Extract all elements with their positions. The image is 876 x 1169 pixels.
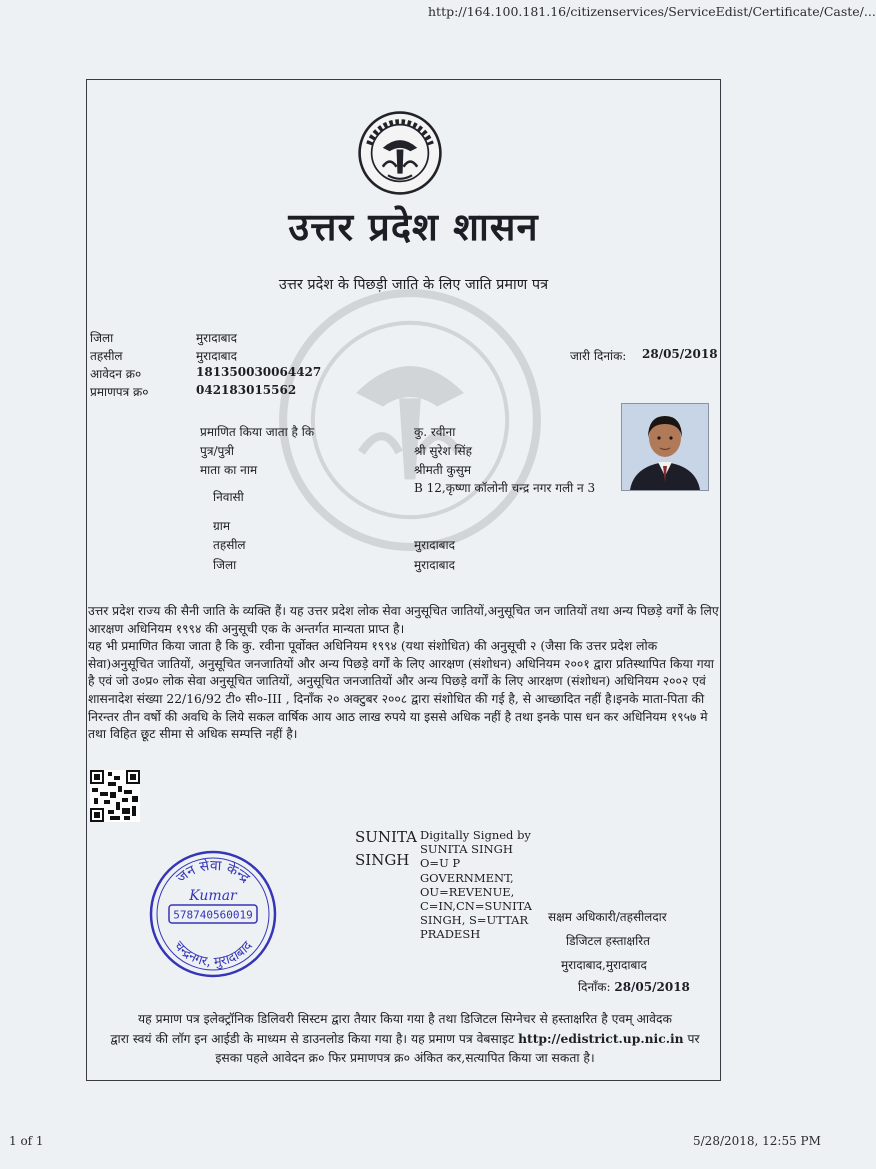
resident-address: B 12,कृष्णा कॉलोनी चन्द्र नगर गली न 3 [414, 481, 596, 495]
sig-line: OU=REVENUE, [420, 884, 515, 899]
issue-date-label: जारी दिनांक: [570, 349, 627, 363]
applicant-photo [621, 403, 709, 491]
father-name: श्री सुरेश सिंह [414, 444, 473, 458]
village-label: ग्राम [213, 519, 231, 533]
detail-tehsil-label: तहसील [213, 538, 246, 552]
footer-line1: यह प्रमाण पत्र इलेक्ट्रॉनिक डिलिवरी सिस्टम द्वारा तैयार किया गया है तथा डिजिटल सिग्नेचर से हस्ताक्षरित है एवम् आवेदक [138, 1012, 672, 1026]
application-number-value: 181350030064427 [196, 365, 322, 379]
detail-district-value: मुरादाबाद [414, 558, 456, 572]
stamp-text-bottom: चन्द्रनगर, मुरादाबाद [170, 938, 256, 971]
footer-line2 [88, 1029, 722, 1049]
issue-date-value: 28/05/2018 [642, 347, 718, 361]
signer-name-line1: SUNITA [355, 828, 417, 846]
mother-label: माता का नाम [200, 463, 258, 477]
person-photo-icon [622, 404, 708, 490]
income-paragraph: यह भी प्रमाणित किया जाता है कि कु. रवीना पूर्वोक्त अधिनियम १९९४ (यथा संशोधित) की अनुसूची २ (जैसा कि उत्तर प्रदेश लोक सेवा)अनुसूचित जातियों, अनुसूचित जनजातियों और अन्य पिछड़े वर्गों के लिए आरक्षण (संशोधन) अधिनियम २००१ द्वारा प्रतिस्थापित किया गया है एवं जो उ०प्र० लोक सेवा अनुसूचित जातियों, अनुसूचित जनजातियों और अन्य पिछड़े वर्गों के लिए आरक्षण (संशोधन) अधिनियम २००२ एवं शासनादेश संख्या 22/16/92 टी० सी०-III , दिनाँक २० अक्टुबर २००८ द्वारा संशोधित की गई है, से आच्छादित नहीं है।इनके माता-पिता की निरन्तर तीन वर्षो की अवधि के लिये सकल वार्षिक आय आठ लाख रुपये या इससे अधिक नहीं है तथा इनके पास धन कर अधिनियम १९५७ मे तथा विहित छूट सीमा से अधिक सम्पत्ति नहीं है। [88, 639, 714, 742]
certificate-footer-note [88, 1010, 722, 1068]
sig-line: PRADESH [420, 927, 481, 942]
sig-line: O=U P [420, 856, 461, 871]
tehsil-value: मुरादाबाद [196, 349, 238, 363]
officer-date [578, 978, 690, 995]
officer-date-value: 28/05/2018 [614, 980, 690, 994]
verification-website-link[interactable]: http://edistrict.up.nic.in [518, 1031, 684, 1046]
sig-line: SINGH, S=UTTAR [420, 913, 529, 928]
officer-place: मुरादाबाद,मुरादाबाद [561, 958, 647, 972]
qr-code-icon [90, 770, 140, 822]
sig-line: SUNITA SINGH [420, 842, 513, 857]
watermark-emblem-icon [275, 285, 545, 555]
applicant-name: कु. रवीना [414, 425, 456, 439]
signer-name [355, 826, 417, 872]
officer-date-label: दिनाँक: [578, 980, 611, 994]
footer-line2-start: द्वारा स्वयं की लॉग इन आईडी के माध्यम से डाउनलोड किया गया है। यह प्रमाण पत्र वेबसाइट [110, 1032, 519, 1046]
officer-signed: डिजिटल हस्ताक्षरित [566, 934, 650, 948]
sig-line: GOVERNMENT, [420, 870, 514, 885]
caste-paragraph: उत्तर प्रदेश राज्य की सैनी जाति के व्यक्ति हैं। यह उत्तर प्रदेश लोक सेवा अनुसूचित जातियों,अनुसूचित जन जातियों तथा अन्य पिछड़े वर्गों के लिए आरक्षण अधिनियम १९९४ की अनुसूची एक के अन्तर्गत मान्यता प्राप्त है। [88, 604, 719, 636]
footer-line3: इसका पहले आवेदन क्र० फिर प्रमाणपत्र क्र० अंकित कर,सत्यापित किया जा सकता है। [215, 1051, 595, 1065]
resident-label: निवासी [213, 490, 244, 504]
up-government-emblem-icon [357, 110, 443, 196]
district-label: जिला [90, 331, 114, 345]
application-number-label: आवेदन क्र० [90, 367, 142, 381]
tehsil-label: तहसील [90, 349, 123, 363]
stamp-text-top: जन सेवा केन्द्र [173, 857, 253, 887]
caste-statement [88, 603, 722, 744]
parent-label: पुत्र/पुत्री [200, 444, 235, 458]
print-timestamp: 5/28/2018, 12:55 PM [693, 1134, 821, 1148]
sig-line: Digitally Signed by [420, 828, 531, 842]
digital-signature-details [420, 828, 540, 942]
detail-district-label: जिला [213, 558, 237, 572]
certificate-subtitle: उत्तर प्रदेश के पिछड़ी जाति के लिए जाति प्रमाण पत्र [278, 277, 549, 293]
officer-title: सक्षम अधिकारी/तहसीलदार [548, 910, 667, 924]
district-value: मुरादाबाद [196, 331, 238, 345]
certificate-number-label: प्रमाणपत्र क्र० [90, 385, 149, 399]
certificate-number-value: 042183015562 [196, 383, 297, 397]
sig-line: C=IN,CN=SUNITA [420, 899, 532, 914]
certificate-title: उत्तर प्रदेश शासन [288, 204, 539, 249]
stamp-number: 578740560019 [173, 908, 253, 922]
page-count: 1 of 1 [9, 1134, 44, 1148]
jan-seva-kendra-stamp [147, 848, 279, 980]
detail-tehsil-value: मुरादाबाद [414, 538, 456, 552]
certify-label: प्रमाणित किया जाता है कि [200, 425, 315, 439]
page-url: http://164.100.181.16/citizenservices/ServiceEdist/Certificate/Caste/... [428, 4, 876, 19]
mother-name: श्रीमती कुसुम [414, 463, 472, 477]
stamp-signature: Kumar [189, 888, 237, 904]
footer-line2-end: पर [683, 1032, 700, 1046]
signer-name-line2: SINGH [355, 851, 410, 869]
